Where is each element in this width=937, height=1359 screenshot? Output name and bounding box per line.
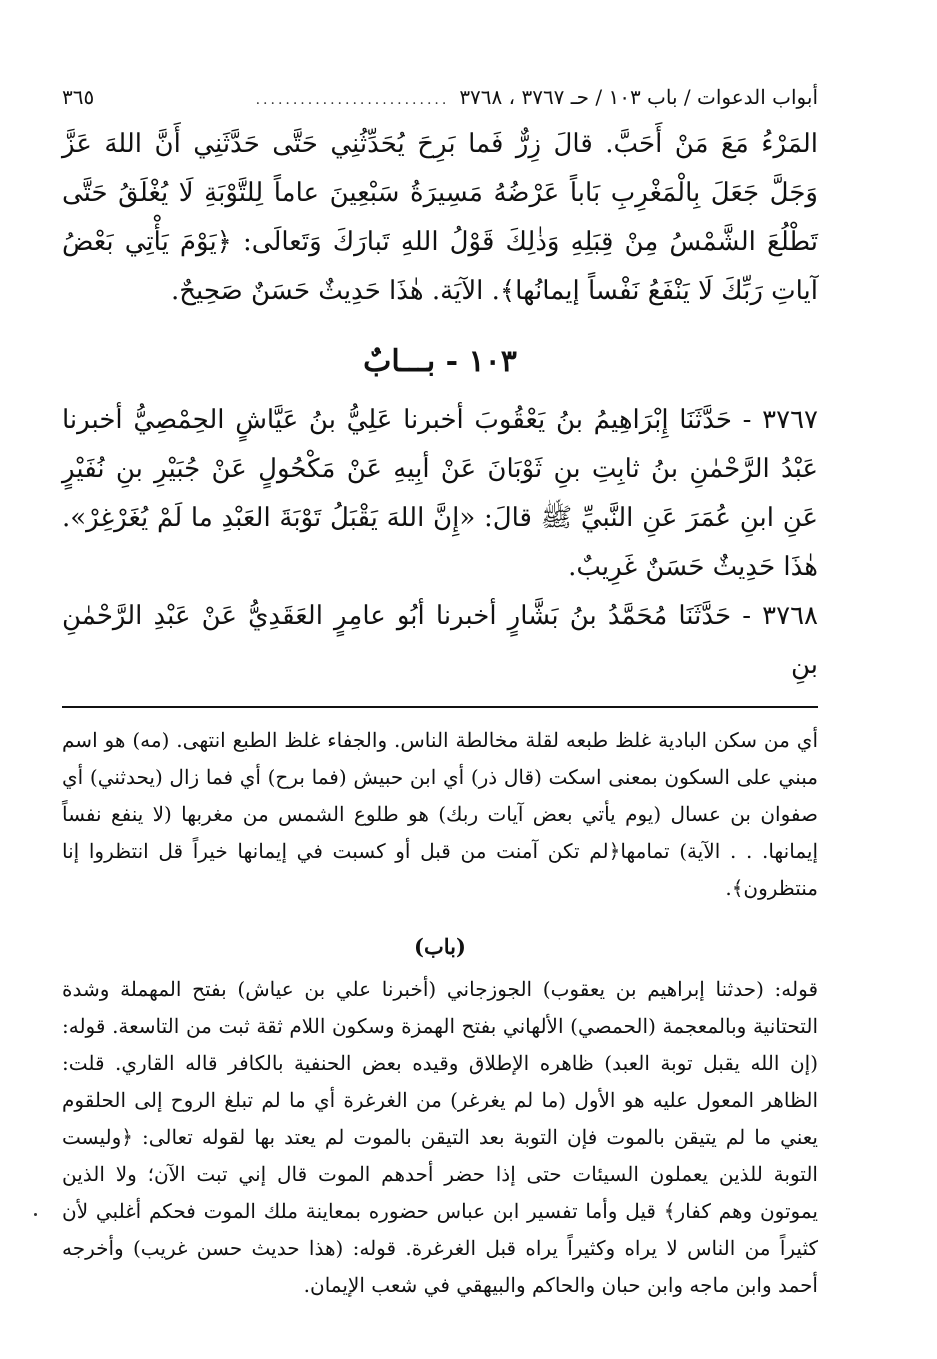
book-page — [62, 82, 818, 1304]
section-heading: ١٠٣ - بـــابٌ — [363, 344, 517, 379]
running-header — [62, 82, 818, 112]
commentary-paragraph: قوله: (حدثنا إبراهيم بن يعقوب) الجوزجاني (أخبرنا علي بن عياش) بفتح المهملة وشدة التحتانية وبالمعجمة (الحمصي) الألهاني بفتح الهمزة وسكون اللام ثقة ثبت من التاسعة. قوله: (إن الله يقبل توبة العبد) ظاهره الإطلاق وقيده بعض الحنفية بالكافر قاله القاري. قلت: الظاهر المعول عليه هو الأول (ما لم يغرغر) من الغرغرة أي ما لم تبلغ الروح إلى الحلقوم يعني ما لم يتيقن بالموت فإن التوبة بعد التيقن بالموت لم يعتد بها لقوله تعالى: ﴿وليست التوبة للذين يعملون السيئات حتى إذا حضر أحدهم الموت قال إني تبت الآن؛ ولا الذين يموتون وهم كفار﴾ قيل وأما تفسير ابن عباس حضوره بمعاينة ملك الموت فحكم أغلبي لأن كثيراً من الناس لا يراه وكثيراً يراه قبل الغرغرة. قوله: (هذا حديث حسن غريب) وأخرجه أحمد وابن ماجه وابن حبان والحاكم والبيهقي في شعب الإيمان. — [62, 977, 818, 1297]
leader-dots: .......................... — [255, 92, 450, 108]
footnote-divider — [62, 706, 818, 708]
upper-paragraph: المَرْءُ مَعَ مَنْ أَحَبَّ. قالَ زِرٌّ فَما بَرِحَ يُحَدِّثُنِي حَتَّى حَدَّثَنِي أَنَّ اللهَ عَزَّ وَجَلَّ جَعَلَ بِالْمَغْرِبِ بَاباً عَرْضُهُ مَسِيرَةُ سَبْعِينَ عاماً لِلتَّوْبَةِ لَا يُغْلَقُ حَتَّى تَطْلُعَ الشَّمْسُ مِنْ قِبَلِهِ وَذٰلِكَ قَوْلُ اللهِ تَبارَكَ وَتَعالَى: ﴿يَوْمَ يَأْتِي بَعْضُ آياتِ رَبِّكَ لَا يَنْفَعُ نَفْساً إيمانُها﴾. الآيَة. هٰذَا حَدِيثٌ حَسَنٌ صَحِيحٌ. — [62, 129, 818, 306]
page-number: ٣٦٥ — [62, 85, 95, 109]
hadith-text: - حَدَّثَنَا إِبْرَاهِيمُ بنُ يَعْقُوبَ أخبرنا عَلِيُّ بنُ عَيَّاشٍ الحِمْصِيُّ أخبرنا عَبْدُ الرَّحْمٰنِ بنُ ثابِتِ بنِ ثَوْبَانَ عَنْ أبِيهِ عَنْ مَكْحُولٍ عَنْ جُبَيْرِ بنِ نُفَيْرٍ عَنِ ابنِ عُمَرَ عَنِ النَّبيِّ ﷺ قالَ: «إِنَّ اللهَ يَقْبَلُ تَوْبَةَ العَبْدِ ما لَمْ يُغَرْغِرْ». هٰذَا حَدِيثٌ حَسَنٌ غَرِيبٌ. — [62, 405, 818, 582]
main-text — [62, 120, 818, 690]
hadith-3767 — [62, 396, 818, 592]
hadith-number: ٣٧٦٧ — [762, 405, 818, 435]
running-title: أبواب الدعوات / باب ١٠٣ / حـ ٣٧٦٧ ، ٣٧٦٨ — [459, 85, 818, 109]
commentary-paragraph: أي من سكن البادية غلظ طبعه لقلة مخالطة الناس. والجفاء غلظ الطبع انتهى. (مه) هو اسم مبني على السكون بمعنى اسكت (قال ذر) أي ابن حبيش (فما برح) أي فما زال (يحدثني) أي صفوان بن عسال (يوم يأتي بعض آيات ربك) هو طلوع الشمس من مغربها (لا ينفع نفساً إيمانها. . . الآية) تمامها﴿لم تكن آمنت من قبل أو كسبت في إيمانها خيراً قل انتظروا إنا منتظرون﴾. — [62, 728, 818, 900]
commentary-sub-heading: (باب) — [414, 934, 466, 959]
hadith-number: ٣٧٦٨ — [762, 601, 819, 631]
hadith-text: - حَدَّثَنَا مُحَمَّدُ بنُ بَشَّارٍ أخبرنا أبُو عامِرٍ العَقَدِيُّ عَنْ عَبْدِ الرَّحْمٰنِ بنِ — [62, 601, 818, 680]
scan-speck — [34, 1213, 37, 1216]
hadith-3768 — [62, 592, 818, 690]
commentary — [62, 722, 818, 1304]
